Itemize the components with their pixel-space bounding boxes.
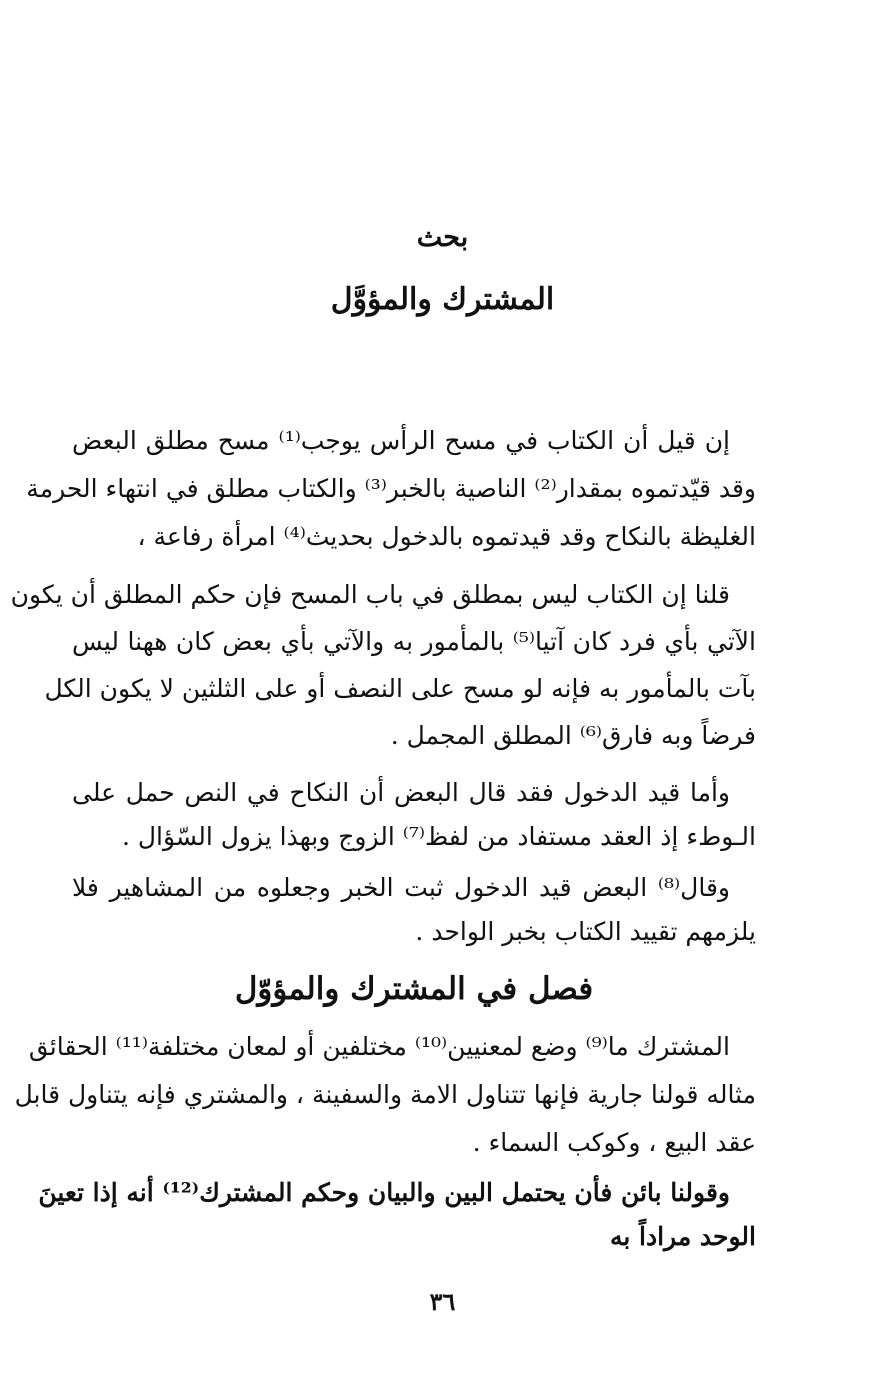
paragraph-line: الغليظة بالنكاح وقد قيدتموه بالدخول بحديث⁽⁴⁾ امرأة رفاعة ،: [137, 522, 756, 551]
paragraph-line: الوحد مراداً به: [609, 1222, 756, 1251]
paragraph-line: يلزمهم تقييد الكتاب بخبر الواحد .: [415, 917, 756, 946]
paragraph-line: الـوطء إذ العقد مستفاد من لفظ⁽⁷⁾ الزوج وبهذا يزول السّؤال .: [122, 822, 756, 851]
paragraph-line: فرضاً وبه فارق⁽⁶⁾ المطلق المجمل .: [390, 721, 756, 750]
paragraph-line: مثاله قولنا جارية فإنها تتناول الامة والسفينة ، والمشتري فإنه يتناول قابل: [14, 1080, 756, 1109]
paragraph-line: قلنا إن الكتاب ليس بمطلق في باب المسح فإن حكم المطلق أن يكون: [10, 580, 730, 609]
page-number: ٣٦: [429, 1287, 456, 1316]
paragraph-line: وقولنا بائن فأن يحتمل البين والبيان وحكم المشترك⁽¹²⁾ أنه إذا تعينَ: [38, 1178, 730, 1207]
paragraph-line: إن قيل أن الكتاب في مسح الرأس يوجب⁽¹⁾ مسح مطلق البعض: [72, 426, 731, 455]
paragraph-line: المشترك ما⁽⁹⁾ وضع لمعنيين⁽¹⁰⁾ مختلفين أو لمعان مختلفة⁽¹¹⁾ الحقائق: [28, 1032, 730, 1061]
paragraph-line: وأما قيد الدخول فقد قال البعض أن النكاح في النص حمل على: [72, 778, 730, 807]
section-title: فصل في المشترك والمؤوّل: [234, 971, 594, 1007]
paragraph-line: الآتي بأي فرد كان آتيا⁽⁵⁾ بالمأمور به والآتي بأي بعض كان ههنا ليس: [72, 627, 757, 656]
chapter-title: المشترك والمؤوَّل: [330, 282, 555, 317]
paragraph-line: وقال⁽⁸⁾ البعض قيد الدخول ثبت الخبر وجعلوه من المشاهير فلا: [72, 873, 730, 902]
chapter-label: بحث: [416, 222, 469, 253]
paragraph-line: عقد البيع ، وكوكب السماء .: [472, 1128, 756, 1157]
paragraph-line: بآت بالمأمور به فإنه لو مسح على النصف أو على الثلثين لا يكون الكل: [44, 674, 756, 703]
paragraph-line: وقد قيّدتموه بمقدار⁽²⁾ الناصية بالخبر⁽³⁾ والكتاب مطلق في انتهاء الحرمة: [26, 474, 756, 503]
